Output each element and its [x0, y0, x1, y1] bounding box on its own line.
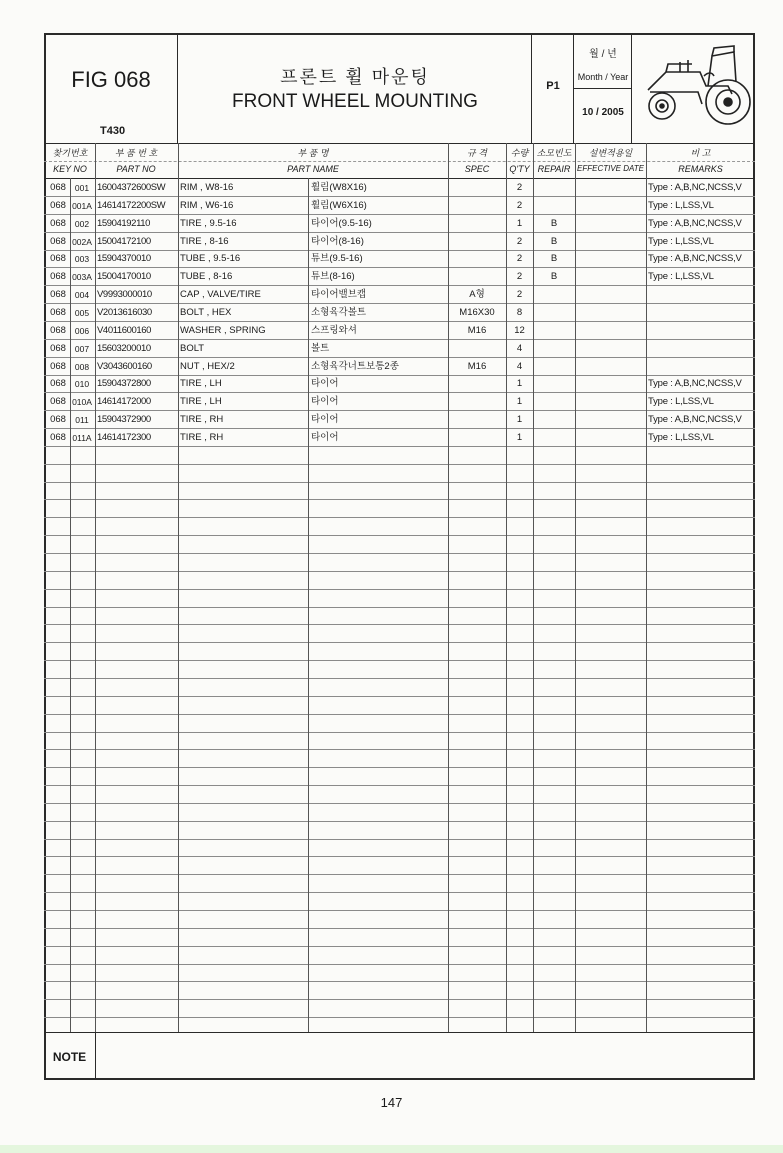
grid-hline [44, 571, 755, 572]
cell-part-name-en: TUBE , 9.5-16 [180, 253, 241, 265]
month-year-label-ko: 월 / 년 [589, 49, 617, 60]
grid-hline [44, 499, 755, 500]
grid-hline [44, 607, 755, 608]
grid-hline [44, 517, 755, 518]
col-remarks-ko: 비 고 [690, 148, 711, 158]
table-row [44, 304, 755, 322]
col-repair-en: REPAIR [537, 164, 571, 174]
grid-hline [44, 678, 755, 679]
cell-part-no: 15004170010 [97, 271, 151, 283]
col-key-ko: 찾기번호 [52, 148, 88, 158]
grid-hline [44, 589, 755, 590]
cell-key-no: 068 [50, 217, 66, 229]
cell-quantity: 1 [516, 414, 523, 426]
cell-spec [448, 233, 506, 251]
title-korean: 프론트 휠 마운팅 [280, 67, 430, 87]
cell-part-name-ko: 스프링와셔 [311, 324, 357, 336]
grid-hline [44, 928, 755, 929]
grid-hline [44, 785, 755, 786]
cell-part-name-ko: 타이어밸브캡 [311, 289, 367, 301]
grid-hline [44, 999, 755, 1000]
cell-key-no: 068 [50, 199, 66, 211]
cell-part-name-en: TUBE , 8-16 [180, 271, 233, 283]
grid-hline [44, 143, 755, 144]
cell-repair [533, 411, 575, 429]
grid-hline [44, 161, 755, 162]
cell-part-name-ko: 소형육각너트보통2종 [311, 360, 399, 372]
col-remarks-en: REMARKS [678, 164, 723, 174]
cell-part-name-ko: 타이어 [311, 378, 339, 390]
cell-key-sub: 002 [74, 218, 90, 229]
cell-quantity: 1 [516, 431, 523, 443]
cell-repair [533, 322, 575, 340]
cell-part-no: 15904372800 [97, 378, 151, 390]
cell-effective-date [575, 268, 646, 286]
grid-hline [44, 714, 755, 715]
table-row [44, 268, 755, 286]
cell-remarks: Type : A,B,NC,NCSS,V [648, 182, 742, 193]
cell-quantity: 2 [516, 289, 523, 301]
grid-hline [44, 981, 755, 982]
grid-hline [44, 946, 755, 947]
cell-part-name-ko: 볼트 [311, 342, 330, 354]
cell-key-sub: 007 [74, 343, 90, 354]
grid-hline [44, 767, 755, 768]
cell-part-name-ko: 타이어 [311, 431, 339, 443]
cell-key-no: 068 [50, 360, 66, 372]
cell-effective-date [575, 375, 646, 393]
grid-hline [44, 482, 755, 483]
cell-effective-date [575, 322, 646, 340]
month-year-value: 10 / 2005 [582, 107, 624, 118]
cell-effective-date [575, 340, 646, 358]
cell-quantity: 4 [516, 342, 523, 354]
grid-hline [44, 749, 755, 750]
month-year-label-en: Month / Year [577, 72, 629, 82]
grid-hline [44, 839, 755, 840]
cell-spec [448, 411, 506, 429]
cell-repair [533, 375, 575, 393]
cell-part-name-ko: 타이어(9.5-16) [311, 217, 372, 229]
cell-quantity: 1 [516, 217, 523, 229]
table-row [44, 250, 755, 268]
cell-key-sub: 003A [72, 272, 92, 283]
cell-key-sub: 010A [72, 397, 92, 408]
cell-effective-date [575, 179, 646, 197]
col-spec-en: SPEC [464, 164, 490, 174]
cell-key-sub: 004 [74, 290, 90, 301]
cell-part-no: 15904372900 [97, 414, 151, 426]
grid-hline [44, 874, 755, 875]
cell-part-name-en: TIRE , LH [180, 396, 222, 408]
cell-repair [533, 358, 575, 376]
cell-remarks [648, 340, 755, 358]
grid-hline [44, 624, 755, 625]
cell-part-no: 14614172200SW [97, 199, 166, 211]
cell-part-name-en: RIM , W8-16 [180, 182, 234, 193]
grid-hline [44, 892, 755, 893]
cell-part-name-en: TIRE , LH [180, 378, 222, 390]
cell-key-sub: 003 [74, 254, 90, 265]
col-eff-ko: 설변적용일 [588, 148, 633, 158]
cell-part-no: 14614172000 [97, 396, 151, 408]
grid-hline [44, 553, 755, 554]
cell-part-no: 14614172300 [97, 431, 151, 443]
col-qty-en: Q'TY [509, 164, 530, 174]
cell-key-sub: 011A [72, 432, 92, 443]
cell-effective-date [575, 233, 646, 251]
cell-repair: B [550, 253, 558, 265]
cell-remarks: Type : A,B,NC,NCSS,V [648, 414, 742, 426]
cell-key-no: 068 [50, 235, 66, 247]
table-row [44, 179, 755, 197]
cell-part-name-ko: 튜브(9.5-16) [311, 253, 363, 265]
cell-effective-date [575, 411, 646, 429]
tractor-icon [628, 42, 754, 128]
cell-spec: M16 [467, 324, 487, 336]
table-row [44, 429, 755, 447]
col-key-en: KEY NO [53, 164, 87, 174]
cell-part-name-en: RIM , W6-16 [180, 199, 234, 211]
cell-effective-date [575, 304, 646, 322]
cell-effective-date [575, 358, 646, 376]
cell-spec [448, 250, 506, 268]
cell-key-no: 068 [50, 253, 66, 265]
cell-part-name-en: TIRE , RH [180, 431, 224, 443]
grid-hline [44, 964, 755, 965]
cell-effective-date [575, 286, 646, 304]
bottom-band [0, 1145, 783, 1153]
cell-repair: B [550, 235, 558, 247]
cell-part-no: 15904192110 [97, 217, 151, 229]
cell-spec [448, 268, 506, 286]
cell-remarks: Type : L,LSS,VL [648, 199, 714, 211]
cell-effective-date [575, 197, 646, 215]
col-repair-ko: 소모빈도 [536, 148, 572, 158]
cell-spec: M16X30 [459, 306, 495, 318]
cell-remarks: Type : L,LSS,VL [648, 271, 714, 283]
col-name-ko: 부 품 명 [297, 148, 329, 158]
cell-quantity: 1 [516, 396, 523, 408]
cell-key-no: 068 [50, 271, 66, 283]
title-english: FRONT WHEEL MOUNTING [232, 91, 478, 112]
cell-key-sub: 011 [75, 415, 89, 426]
cell-part-name-ko: 소형육각볼트 [311, 306, 367, 318]
cell-effective-date [575, 393, 646, 411]
grid-hline [44, 1032, 755, 1033]
grid-hline [44, 910, 755, 911]
cell-effective-date [575, 250, 646, 268]
table-row [44, 340, 755, 358]
cell-remarks: Type : A,B,NC,NCSS,V [648, 217, 742, 229]
cell-quantity: 2 [516, 253, 523, 265]
cell-remarks: Type : L,LSS,VL [648, 235, 714, 247]
note-label: NOTE [52, 1050, 87, 1064]
cell-part-name-ko: 휠림(W8X16) [311, 182, 367, 193]
cell-key-sub: 005 [74, 307, 90, 318]
cell-repair [533, 304, 575, 322]
cell-remarks [648, 286, 755, 304]
cell-quantity: 12 [514, 324, 525, 336]
cell-remarks [648, 322, 755, 340]
cell-quantity: 2 [516, 199, 523, 211]
cell-repair: B [550, 271, 558, 283]
cell-spec [448, 375, 506, 393]
cell-part-name-en: BOLT , HEX [180, 306, 232, 318]
cell-spec: M16 [467, 360, 487, 372]
fig-number: FIG 068 [71, 67, 151, 92]
grid-hline [44, 803, 755, 804]
cell-repair [533, 179, 575, 197]
col-eff-en: EFFECTIVE DATE [577, 164, 644, 173]
cell-quantity: 4 [516, 360, 523, 372]
cell-remarks: Type : A,B,NC,NCSS,V [648, 378, 742, 390]
table-row [44, 358, 755, 376]
grid-hline [44, 642, 755, 643]
col-qty-ko: 수량 [510, 148, 529, 158]
table-row [44, 375, 755, 393]
table-row [44, 233, 755, 251]
grid-vline [95, 1032, 96, 1080]
table-row [44, 322, 755, 340]
cell-part-no: V2013616030 [97, 306, 152, 318]
cell-part-name-en: TIRE , 8-16 [180, 235, 229, 247]
month-year-divider [574, 88, 632, 89]
cell-key-no: 068 [50, 378, 66, 390]
cell-key-no: 068 [50, 306, 66, 318]
col-part-ko: 부 품 번 호 [114, 148, 158, 158]
cell-part-name-en: TIRE , RH [180, 414, 224, 426]
table-row [44, 197, 755, 215]
table-row [44, 393, 755, 411]
cell-spec [448, 179, 506, 197]
cell-part-name-en: NUT , HEX/2 [180, 360, 235, 372]
cell-key-no: 068 [50, 431, 66, 443]
cell-spec [448, 393, 506, 411]
cell-repair [533, 286, 575, 304]
col-spec-ko: 규 격 [467, 148, 487, 158]
cell-part-name-ko: 타이어(8-16) [311, 235, 364, 247]
grid-hline [44, 732, 755, 733]
cell-part-name-en: BOLT [180, 342, 205, 354]
cell-repair: B [550, 217, 558, 229]
cell-key-sub: 008 [74, 361, 90, 372]
grid-hline [44, 464, 755, 465]
cell-key-sub: 010 [74, 379, 90, 390]
page-code: P1 [546, 80, 560, 92]
grid-hline [44, 696, 755, 697]
cell-spec [448, 340, 506, 358]
cell-remarks [648, 304, 755, 322]
page-number: 147 [380, 1095, 403, 1110]
cell-quantity: 2 [516, 235, 523, 247]
cell-part-no: V9993000010 [97, 289, 152, 301]
cell-key-no: 068 [50, 324, 66, 336]
cell-part-name-ko: 휠림(W6X16) [311, 199, 367, 211]
model-code: T430 [100, 125, 126, 137]
cell-part-name-en: WASHER , SPRING [180, 324, 266, 336]
col-part-en: PART NO [116, 164, 156, 174]
grid-hline [44, 821, 755, 822]
cell-key-no: 068 [50, 396, 66, 408]
cell-part-no: V4011600160 [97, 324, 152, 336]
cell-key-no: 068 [50, 182, 66, 193]
cell-remarks: Type : L,LSS,VL [648, 396, 714, 408]
cell-part-no: 15603200010 [97, 342, 151, 354]
cell-part-no: 15004172100 [97, 235, 151, 247]
cell-spec [448, 429, 506, 447]
cell-effective-date [575, 429, 646, 447]
cell-part-name-en: TIRE , 9.5-16 [180, 217, 237, 229]
cell-repair [533, 197, 575, 215]
table-row [44, 215, 755, 233]
cell-spec [448, 215, 506, 233]
cell-quantity: 2 [516, 271, 523, 283]
cell-key-sub: 001A [72, 200, 92, 211]
cell-key-no: 068 [50, 342, 66, 354]
cell-key-sub: 002A [72, 236, 92, 247]
cell-part-name-ko: 튜브(8-16) [311, 271, 355, 283]
cell-key-no: 068 [50, 289, 66, 301]
cell-repair [533, 393, 575, 411]
cell-repair [533, 340, 575, 358]
cell-key-sub: 001 [74, 183, 90, 193]
cell-effective-date [575, 215, 646, 233]
cell-part-name-ko: 타이어 [311, 414, 339, 426]
cell-key-no: 068 [50, 414, 66, 426]
cell-remarks [648, 358, 755, 376]
grid-hline [44, 856, 755, 857]
cell-spec [448, 197, 506, 215]
cell-key-sub: 006 [74, 325, 90, 336]
col-name-en: PART NAME [287, 164, 339, 174]
grid-hline [44, 1017, 755, 1018]
cell-remarks: Type : L,LSS,VL [648, 431, 714, 443]
table-row [44, 286, 755, 304]
grid-hline [44, 660, 755, 661]
grid-hline [44, 535, 755, 536]
cell-quantity: 8 [516, 306, 523, 318]
cell-part-no: V3043600160 [97, 360, 152, 372]
cell-quantity: 2 [516, 182, 523, 193]
cell-part-name-en: CAP , VALVE/TIRE [180, 289, 261, 301]
table-row [44, 411, 755, 429]
cell-remarks: Type : A,B,NC,NCSS,V [648, 253, 742, 265]
cell-repair [533, 429, 575, 447]
cell-part-no: 16004372600SW [97, 182, 166, 193]
cell-part-no: 15904370010 [97, 253, 151, 265]
cell-part-name-ko: 타이어 [311, 396, 339, 408]
cell-quantity: 1 [516, 378, 523, 390]
cell-spec: A형 [469, 289, 485, 301]
